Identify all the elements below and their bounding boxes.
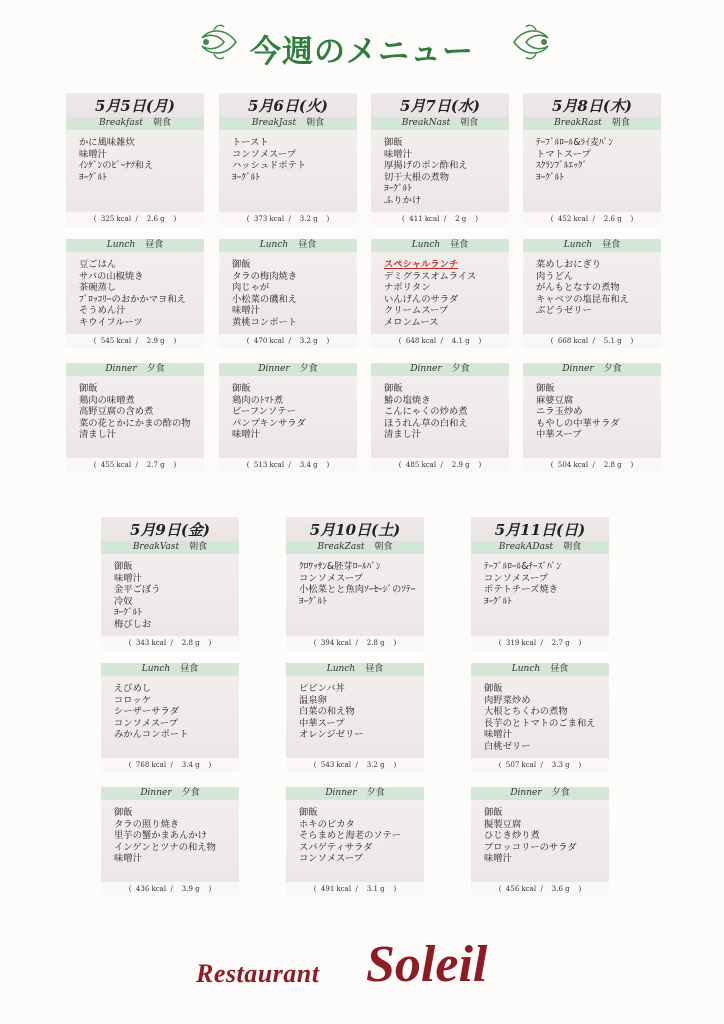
menu-item: トースト bbox=[232, 137, 269, 148]
kcal-value: 543 kcal bbox=[320, 761, 352, 769]
meal-block bbox=[523, 239, 661, 348]
meal-label-jp: 夕食 bbox=[603, 364, 622, 374]
menu-items bbox=[371, 376, 509, 458]
menu-item: コロッケ bbox=[114, 694, 152, 706]
menu-item: ﾖｰｸﾞﾙﾄ bbox=[114, 607, 142, 619]
meal-label-jp: 夕食 bbox=[551, 788, 570, 798]
page-title: 今週のメニュー bbox=[250, 34, 474, 70]
meal-label-en: Dinner bbox=[410, 364, 442, 374]
menu-items bbox=[219, 130, 357, 212]
nutrition-info: ( 485 kcal / 2.9 g ) bbox=[371, 458, 509, 472]
salt-value: 2.7 g bbox=[551, 639, 570, 647]
day-card bbox=[286, 517, 424, 927]
salt-value: 3.4 g bbox=[181, 761, 200, 769]
menu-item: ホキのピカタ bbox=[299, 818, 355, 830]
nutrition-info: ( 343 kcal / 2.8 g ) bbox=[101, 636, 239, 650]
salt-value: 3.4 g bbox=[299, 461, 318, 469]
meal-label-jp: 昼食 bbox=[602, 240, 621, 250]
meal-label bbox=[523, 239, 661, 252]
menu-item: 御飯 bbox=[114, 561, 133, 572]
meal-label bbox=[286, 541, 424, 554]
brand-soleil: Soleil bbox=[366, 936, 488, 993]
menu-item: タラの梅肉焼き bbox=[232, 270, 298, 282]
menu-item: 金平ごぼう bbox=[114, 584, 161, 596]
meal-label bbox=[66, 363, 204, 376]
meal-label-en: Dinner bbox=[140, 788, 172, 798]
meal-label-en: BreakNast bbox=[401, 118, 451, 128]
day-date: 5月6日(火) bbox=[219, 93, 357, 119]
menu-item: メロンムース bbox=[384, 316, 439, 328]
meal-label-jp: 昼食 bbox=[450, 240, 469, 250]
meal-label bbox=[371, 117, 509, 130]
menu-items bbox=[66, 130, 204, 212]
menu-items bbox=[101, 800, 239, 882]
menu-item: 味噌汁 bbox=[114, 853, 142, 865]
nutrition-info: ( 411 kcal / 2 g ) bbox=[371, 212, 509, 226]
nutrition-info: ( 319 kcal / 2.7 g ) bbox=[471, 636, 609, 650]
kcal-value: 452 kcal bbox=[557, 215, 589, 223]
menu-item: 黄桃コンポート bbox=[232, 316, 298, 328]
meal-label-en: Dinner bbox=[562, 364, 594, 374]
menu-items bbox=[471, 554, 609, 636]
menu-item: キウイフルーツ bbox=[79, 316, 143, 328]
menu-item: 味噌汁 bbox=[484, 853, 512, 865]
menu-item: 梅びしお bbox=[114, 618, 152, 630]
meal-label bbox=[66, 239, 204, 252]
menu-item: がんもとなすの煮物 bbox=[536, 282, 620, 294]
menu-items bbox=[66, 252, 204, 334]
menu-item: 清まし汁 bbox=[79, 429, 117, 441]
salt-value: 2 g bbox=[455, 215, 467, 223]
menu-item: 味噌汁 bbox=[232, 305, 260, 317]
menu-item: 里芋の蟹かまあんかけ bbox=[114, 830, 207, 842]
meal-block bbox=[471, 541, 609, 650]
meal-label-jp: 夕食 bbox=[366, 788, 385, 798]
menu-item: ﾖｰｸﾞﾙﾄ bbox=[484, 595, 512, 607]
menu-item: 御飯 bbox=[114, 807, 133, 818]
salt-value: 2.9 g bbox=[451, 461, 470, 469]
salt-value: 2.8 g bbox=[181, 639, 200, 647]
salt-value: 2.7 g bbox=[146, 461, 165, 469]
menu-items bbox=[66, 376, 204, 458]
menu-item: デミグラスオムライス bbox=[384, 270, 477, 282]
menu-item: ふりかけ bbox=[384, 194, 422, 206]
leaf-flourish-icon bbox=[510, 22, 554, 62]
nutrition-info: ( 668 kcal / 5.1 g ) bbox=[523, 334, 661, 348]
meal-label bbox=[471, 787, 609, 800]
menu-item: ﾃｰﾌﾞﾙﾛｰﾙ&ﾁｰｽﾞﾊﾟﾝ bbox=[484, 561, 561, 572]
menu-item: トマトスープ bbox=[536, 148, 591, 160]
meal-label bbox=[371, 239, 509, 252]
menu-item: ポテトチーズ焼き bbox=[484, 584, 558, 596]
salt-value: 3.1 g bbox=[366, 885, 385, 893]
menu-items bbox=[371, 130, 509, 212]
salt-value: 3.2 g bbox=[299, 337, 318, 345]
meal-label-jp: 夕食 bbox=[451, 364, 470, 374]
meal-block bbox=[219, 117, 357, 226]
day-card bbox=[219, 93, 357, 503]
menu-item: 御飯 bbox=[536, 383, 555, 394]
meal-label bbox=[371, 363, 509, 376]
menu-items bbox=[286, 800, 424, 882]
meal-block bbox=[286, 663, 424, 772]
menu-items bbox=[101, 676, 239, 758]
menu-item: かに風味雑炊 bbox=[79, 137, 135, 148]
menu-item: ビーフンソテー bbox=[232, 406, 296, 418]
kcal-value: 504 kcal bbox=[557, 461, 589, 469]
meal-label bbox=[219, 363, 357, 376]
salt-value: 2.6 g bbox=[146, 215, 165, 223]
kcal-value: 325 kcal bbox=[100, 215, 132, 223]
menu-items bbox=[471, 676, 609, 758]
menu-item: オレンジゼリー bbox=[299, 729, 364, 741]
meal-label bbox=[286, 787, 424, 800]
day-date: 5月8日(木) bbox=[523, 93, 661, 119]
menu-item: ﾌﾞﾛｯｺﾘｰのおかかマヨ和え bbox=[79, 293, 186, 305]
meal-label-jp: 夕食 bbox=[146, 364, 165, 374]
meal-label-jp: 朝食 bbox=[152, 118, 171, 128]
meal-block bbox=[286, 541, 424, 650]
meal-label-en: BreakZast bbox=[317, 542, 365, 552]
meal-label-en: Dinner bbox=[258, 364, 290, 374]
meal-label-en: Lunch bbox=[563, 240, 593, 250]
menu-item: いんげんのサラダ bbox=[384, 293, 459, 305]
meal-block bbox=[101, 541, 239, 650]
meal-label-en: BreakVast bbox=[132, 542, 180, 552]
menu-item: ﾖｰｸﾞﾙﾄ bbox=[232, 171, 260, 183]
kcal-value: 455 kcal bbox=[100, 461, 132, 469]
meal-block bbox=[471, 787, 609, 896]
salt-value: 2.9 g bbox=[146, 337, 165, 345]
menu-item: ビビンバ丼 bbox=[299, 683, 345, 694]
nutrition-info: ( 470 kcal / 3.2 g ) bbox=[219, 334, 357, 348]
kcal-value: 507 kcal bbox=[505, 761, 537, 769]
meal-label-jp: 朝食 bbox=[189, 542, 208, 552]
menu-item: 大根とちくわの煮物 bbox=[484, 706, 568, 718]
menu-item: ほうれん草の白和え bbox=[384, 417, 468, 429]
menu-item: 高野豆腐の含め煮 bbox=[79, 406, 154, 418]
menu-item: ハッシュドポテト bbox=[232, 160, 307, 172]
menu-item: 肉うどん bbox=[536, 270, 574, 282]
meal-label bbox=[66, 117, 204, 130]
nutrition-info: ( 648 kcal / 4.1 g ) bbox=[371, 334, 509, 348]
meal-label-en: BreakADast bbox=[498, 542, 554, 552]
salt-value: 2.8 g bbox=[366, 639, 385, 647]
meal-label bbox=[286, 663, 424, 676]
nutrition-info: ( 452 kcal / 2.6 g ) bbox=[523, 212, 661, 226]
menu-item: 厚揚げのポン酢和え bbox=[384, 160, 468, 172]
meal-label-en: Dinner bbox=[105, 364, 137, 374]
meal-label-en: BreakRast bbox=[554, 118, 602, 128]
menu-item: 御飯 bbox=[484, 683, 503, 694]
restaurant-logo bbox=[196, 935, 536, 1005]
menu-items bbox=[219, 252, 357, 334]
meal-label-jp: 昼食 bbox=[550, 664, 569, 674]
meal-label bbox=[219, 239, 357, 252]
menu-item: ﾖｰｸﾞﾙﾄ bbox=[299, 595, 327, 607]
menu-items bbox=[523, 252, 661, 334]
kcal-value: 491 kcal bbox=[320, 885, 352, 893]
meal-block bbox=[219, 239, 357, 348]
nutrition-info: ( 545 kcal / 2.9 g ) bbox=[66, 334, 204, 348]
nutrition-info: ( 543 kcal / 3.2 g ) bbox=[286, 758, 424, 772]
meal-label-jp: 朝食 bbox=[306, 118, 325, 128]
kcal-value: 319 kcal bbox=[505, 639, 537, 647]
kcal-value: 436 kcal bbox=[135, 885, 167, 893]
meal-label-jp: 朝食 bbox=[611, 118, 630, 128]
meal-label-en: Lunch bbox=[259, 240, 289, 250]
meal-label-en: Lunch bbox=[326, 664, 356, 674]
salt-value: 3.2 g bbox=[299, 215, 318, 223]
meal-label bbox=[471, 541, 609, 554]
menu-item: 麻婆豆腐 bbox=[536, 394, 574, 406]
menu-items bbox=[101, 554, 239, 636]
meal-label-jp: 昼食 bbox=[298, 240, 317, 250]
menu-item: 御飯 bbox=[299, 807, 318, 818]
day-card bbox=[371, 93, 509, 503]
menu-items bbox=[219, 376, 357, 458]
menu-item: えびめし bbox=[114, 683, 152, 694]
menu-item: シーザーサラダ bbox=[114, 706, 179, 718]
menu-item: そうめん汁 bbox=[79, 305, 126, 317]
nutrition-info: ( 491 kcal / 3.1 g ) bbox=[286, 882, 424, 896]
nutrition-info: ( 325 kcal / 2.6 g ) bbox=[66, 212, 204, 226]
menu-item: 味噌汁 bbox=[79, 148, 107, 160]
menu-item: タラの照り焼き bbox=[114, 818, 180, 830]
day-date: 5月9日(金) bbox=[101, 517, 239, 543]
menu-item: パンプキンサラダ bbox=[232, 417, 306, 429]
meal-label-jp: 朝食 bbox=[374, 542, 393, 552]
menu-item: 御飯 bbox=[232, 259, 251, 270]
menu-item: ｲﾝｹﾞﾝのﾋﾟｰﾅﾂ和え bbox=[79, 160, 154, 172]
meal-label bbox=[101, 787, 239, 800]
kcal-value: 373 kcal bbox=[253, 215, 285, 223]
nutrition-info: ( 455 kcal / 2.7 g ) bbox=[66, 458, 204, 472]
meal-label bbox=[471, 663, 609, 676]
meal-block bbox=[101, 787, 239, 896]
nutrition-info: ( 504 kcal / 2.8 g ) bbox=[523, 458, 661, 472]
menu-item: コンソメスープ bbox=[299, 853, 363, 865]
menu-item: 中華スープ bbox=[299, 717, 345, 729]
menu-item: 肉野菜炒め bbox=[484, 694, 531, 706]
menu-item: ナポリタン bbox=[384, 282, 431, 294]
menu-item: 味噌汁 bbox=[384, 148, 412, 160]
day-card bbox=[523, 93, 661, 503]
kcal-value: 648 kcal bbox=[405, 337, 437, 345]
salt-value: 3.2 g bbox=[366, 761, 385, 769]
kcal-value: 470 kcal bbox=[253, 337, 285, 345]
menu-items bbox=[286, 554, 424, 636]
menu-item: こんにゃくの炒め煮 bbox=[384, 406, 468, 418]
menu-item: 豆ごはん bbox=[79, 259, 117, 270]
kcal-value: 343 kcal bbox=[135, 639, 167, 647]
menu-item: ｸﾛﾜｯｻﾝ&胚芽ﾛｰﾙﾊﾟﾝ bbox=[299, 561, 381, 572]
menu-item: そらまめと海老のソテー bbox=[299, 830, 402, 842]
salt-value: 4.1 g bbox=[451, 337, 470, 345]
meal-label-jp: 夕食 bbox=[299, 364, 318, 374]
menu-item: 菜の花とかにかまの酢の物 bbox=[79, 417, 191, 429]
nutrition-info: ( 456 kcal / 3.6 g ) bbox=[471, 882, 609, 896]
meal-block bbox=[66, 363, 204, 472]
menu-item: 鰆の塩焼き bbox=[384, 394, 431, 406]
salt-value: 2.6 g bbox=[603, 215, 622, 223]
menu-item: コンソメスープ bbox=[299, 572, 363, 584]
menu-item: コンソメスープ bbox=[114, 717, 178, 729]
menu-item: 味噌汁 bbox=[232, 429, 260, 441]
meal-label-jp: 昼食 bbox=[145, 240, 164, 250]
day-card bbox=[66, 93, 204, 503]
menu-item: みかんコンポート bbox=[114, 729, 189, 741]
menu-item: キャベツの塩昆布和え bbox=[536, 293, 629, 305]
nutrition-info: ( 373 kcal / 3.2 g ) bbox=[219, 212, 357, 226]
nutrition-info: ( 394 kcal / 2.8 g ) bbox=[286, 636, 424, 650]
menu-item: ニラ玉炒め bbox=[536, 406, 583, 418]
kcal-value: 768 kcal bbox=[135, 761, 167, 769]
menu-item: 小松菜とと魚肉ｿｰｾｰｼﾞのｿﾃｰ bbox=[299, 584, 416, 596]
menu-item: 白桃ゼリー bbox=[484, 740, 531, 752]
meal-label-jp: 朝食 bbox=[460, 118, 479, 128]
meal-label-en: Lunch bbox=[106, 240, 136, 250]
meal-label bbox=[101, 541, 239, 554]
salt-value: 5.1 g bbox=[603, 337, 622, 345]
meal-block bbox=[523, 117, 661, 226]
menu-item: 御飯 bbox=[232, 383, 251, 394]
meal-label-en: Dinner bbox=[510, 788, 542, 798]
meal-block bbox=[471, 663, 609, 772]
meal-block bbox=[101, 663, 239, 772]
nutrition-info: ( 436 kcal / 3.9 g ) bbox=[101, 882, 239, 896]
day-card bbox=[101, 517, 239, 927]
menu-item: コンソメスープ bbox=[484, 572, 548, 584]
menu-item: コンソメスープ bbox=[232, 148, 296, 160]
meal-label bbox=[523, 363, 661, 376]
meal-block bbox=[66, 239, 204, 348]
kcal-value: 513 kcal bbox=[253, 461, 285, 469]
menu-item: 擬製豆腐 bbox=[484, 818, 522, 830]
menu-item: 茶碗蒸し bbox=[79, 282, 117, 294]
menu-items bbox=[523, 376, 661, 458]
menu-item: 長芋のとトマトのごま和え bbox=[484, 717, 596, 729]
meal-block bbox=[523, 363, 661, 472]
meal-block bbox=[371, 363, 509, 472]
menu-item: ぶどうゼリー bbox=[536, 305, 592, 317]
menu-items bbox=[471, 800, 609, 882]
meal-label bbox=[523, 117, 661, 130]
salt-value: 3.6 g bbox=[551, 885, 570, 893]
salt-value: 3.3 g bbox=[551, 761, 570, 769]
meal-label-jp: 夕食 bbox=[181, 788, 200, 798]
meal-block bbox=[219, 363, 357, 472]
menu-item: 肉じゃが bbox=[232, 282, 270, 294]
meal-label-en: BreakJast bbox=[251, 118, 297, 128]
menu-item: ﾖｰｸﾞﾙﾄ bbox=[384, 183, 412, 195]
menu-item: ﾃｰﾌﾞﾙﾛｰﾙ&ﾗｲ麦ﾊﾟﾝ bbox=[536, 137, 613, 148]
day-card bbox=[471, 517, 609, 927]
menu-item: クリームスープ bbox=[384, 305, 449, 317]
day-date: 5月11日(日) bbox=[471, 517, 609, 543]
menu-item: 冷奴 bbox=[114, 595, 133, 607]
menu-item: 切干大根の煮物 bbox=[384, 171, 450, 183]
meal-label-jp: 昼食 bbox=[180, 664, 199, 674]
day-date: 5月7日(水) bbox=[371, 93, 509, 119]
day-date: 5月5日(月) bbox=[66, 93, 204, 119]
menu-item: 清まし汁 bbox=[384, 429, 422, 441]
meal-label-jp: 昼食 bbox=[365, 664, 384, 674]
nutrition-info: ( 513 kcal / 3.4 g ) bbox=[219, 458, 357, 472]
kcal-value: 668 kcal bbox=[557, 337, 589, 345]
nutrition-info: ( 507 kcal / 3.3 g ) bbox=[471, 758, 609, 772]
menu-item: 鶏肉のﾄﾏﾄ煮 bbox=[232, 394, 284, 406]
menu-item: 温泉卵 bbox=[299, 694, 327, 706]
meal-label bbox=[219, 117, 357, 130]
meal-block bbox=[286, 787, 424, 896]
menu-item: インゲンとツナの和え物 bbox=[114, 841, 216, 853]
meal-label-en: Breakfast bbox=[98, 118, 143, 128]
menu-item: 御飯 bbox=[384, 137, 403, 148]
salt-value: 3.9 g bbox=[181, 885, 200, 893]
menu-item: 白菜の和え物 bbox=[299, 706, 355, 718]
menu-item: サバの山椒焼き bbox=[79, 270, 144, 282]
menu-item: ﾖｰｸﾞﾙﾄ bbox=[536, 171, 564, 183]
menu-item: 鶏肉の味噌煮 bbox=[79, 394, 135, 406]
menu-item: 味噌汁 bbox=[484, 729, 512, 741]
salt-value: 2.8 g bbox=[603, 461, 622, 469]
menu-item: ﾖｰｸﾞﾙﾄ bbox=[79, 171, 107, 183]
menu-items bbox=[286, 676, 424, 758]
kcal-value: 545 kcal bbox=[100, 337, 132, 345]
menu-item: 御飯 bbox=[484, 807, 503, 818]
menu-item: 菜めしおにぎり bbox=[536, 259, 602, 270]
menu-item: もやしの中華サラダ bbox=[536, 417, 620, 429]
meal-block bbox=[66, 117, 204, 226]
nutrition-info: ( 768 kcal / 3.4 g ) bbox=[101, 758, 239, 772]
menu-item: 中華スープ bbox=[536, 429, 582, 441]
menu-item: ｽｸﾗﾝﾌﾞﾙｴｯｸﾞ bbox=[536, 160, 588, 172]
kcal-value: 411 kcal bbox=[409, 215, 440, 223]
meal-label-en: Lunch bbox=[141, 664, 171, 674]
menu-item: ブロッコリーのサラダ bbox=[484, 841, 577, 853]
kcal-value: 394 kcal bbox=[320, 639, 352, 647]
meal-label-en: Lunch bbox=[411, 240, 441, 250]
menu-item: 御飯 bbox=[79, 383, 98, 394]
meal-block bbox=[371, 117, 509, 226]
meal-label bbox=[101, 663, 239, 676]
kcal-value: 456 kcal bbox=[505, 885, 537, 893]
brand-restaurant: Restaurant bbox=[196, 959, 320, 988]
meal-block bbox=[371, 239, 509, 348]
meal-label-en: Lunch bbox=[511, 664, 541, 674]
menu-item: スパゲティサラダ bbox=[299, 841, 373, 853]
menu-items bbox=[371, 252, 509, 334]
menu-item: 御飯 bbox=[384, 383, 403, 394]
meal-label-en: Dinner bbox=[325, 788, 357, 798]
menu-item: ひじき炒り煮 bbox=[484, 830, 540, 842]
special-lunch-label: スペシャルランチ bbox=[384, 259, 459, 270]
day-date: 5月10日(土) bbox=[286, 517, 424, 543]
menu-items bbox=[523, 130, 661, 212]
menu-item: 味噌汁 bbox=[114, 572, 142, 584]
kcal-value: 485 kcal bbox=[405, 461, 437, 469]
menu-item: 小松菜の磯和え bbox=[232, 293, 298, 305]
meal-label-jp: 朝食 bbox=[563, 542, 582, 552]
